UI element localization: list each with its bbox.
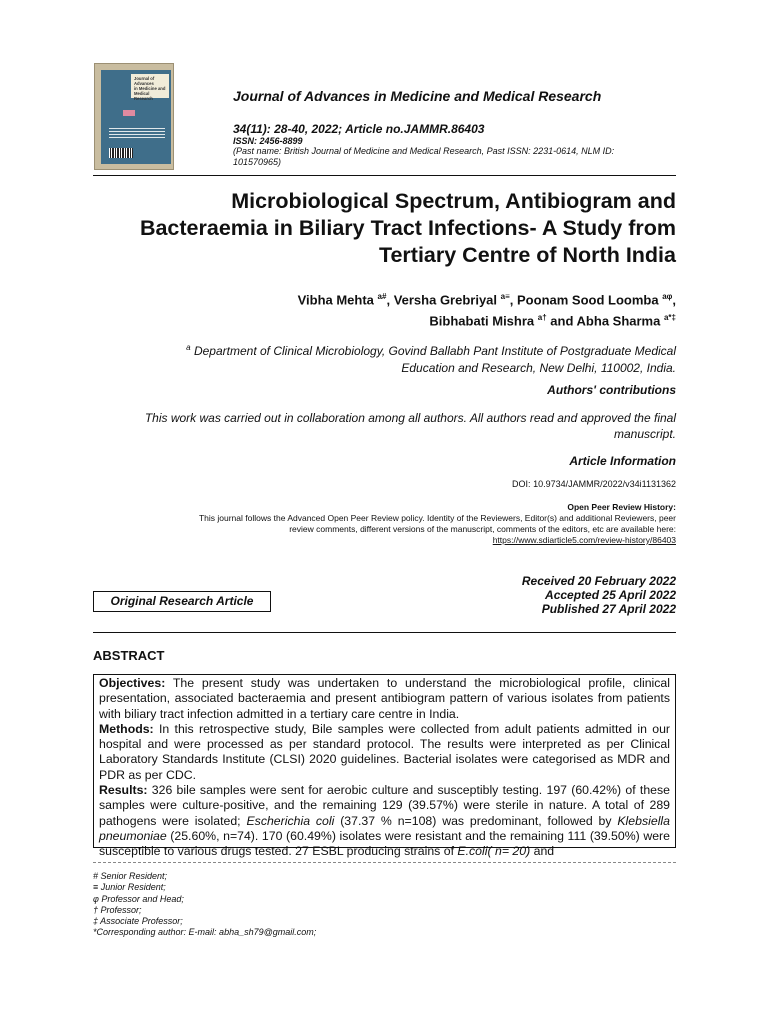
author-separator: ,	[509, 292, 518, 308]
objectives-text: The present study was undertaken to understand the microbiological profile, clinical presentation, associated bacteraemia and present antibiogram pattern of various isolates from patients with biliary tract infection admitted in a tertiary care centre in India.	[99, 676, 670, 721]
footnote: ≡ Junior Resident;	[93, 882, 166, 893]
author-separator: and	[546, 313, 577, 329]
results-label: Results:	[99, 783, 148, 798]
author-name: Vibha Mehta	[297, 292, 374, 308]
contributions-line: manuscript.	[613, 427, 676, 441]
article-type-badge: Original Research Article	[93, 591, 271, 612]
date-accepted: Accepted 25 April 2022	[545, 588, 676, 602]
author-marker: aφ	[662, 292, 673, 301]
journal-citation: 34(11): 28-40, 2022; Article no.JAMMR.86403	[233, 122, 485, 136]
author-name: Bibhabati Mishra	[429, 313, 535, 329]
affiliation-marker: a	[186, 343, 191, 352]
doi	[93, 479, 676, 489]
footnote: # Senior Resident;	[93, 871, 168, 881]
footnote-divider	[93, 862, 676, 863]
affiliation-line: Education and Research, New Delhi, 110002, India.	[401, 361, 676, 375]
author-list	[93, 288, 676, 331]
author-name: Versha Grebriyal	[393, 292, 498, 308]
results-species: Escherichia coli	[246, 813, 335, 828]
abstract-heading: ABSTRACT	[93, 648, 165, 663]
footnotes	[93, 871, 316, 939]
author-name: Abha Sharma	[576, 313, 661, 329]
doi-label: DOI:	[512, 479, 531, 489]
abstract-objectives	[99, 676, 670, 722]
header-divider	[93, 175, 676, 176]
results-species: E.coli( n= 20)	[457, 844, 531, 859]
doi-value: 10.9734/JAMMR/2022/v34i1131362	[533, 479, 676, 489]
objectives-label: Objectives:	[99, 676, 166, 690]
results-text: 326 bile samples were sent for aerobic culture and susceptibly testing. 197 (60.42%) of these samples were culture-positive, and the remaining 129 (39.57%) were sterile in nature. A total of 289 pathogens were isolated;	[99, 783, 670, 828]
author-marker: a*‡	[663, 313, 676, 323]
date-published: Published 27 April 2022	[541, 602, 676, 616]
journal-issn: ISSN: 2456-8899	[233, 136, 303, 146]
cover-title-line: Journal of Advances	[134, 76, 155, 86]
dates-divider	[93, 632, 676, 633]
footnote: *Corresponding author: E-mail: abha_sh79@gmail.com;	[93, 927, 317, 938]
abstract-box	[93, 674, 676, 859]
cover-title-line: Medical Research	[134, 91, 153, 101]
article-dates	[400, 574, 676, 616]
title-line: Tertiary Centre of North India	[378, 243, 676, 267]
results-species: Klebsiella pneumoniae	[99, 813, 670, 843]
affiliation	[93, 339, 676, 377]
author-marker: a#	[377, 292, 387, 301]
results-text: (37.37 % n=108) was predominant, followed by	[334, 813, 618, 828]
results-text: and	[530, 844, 555, 859]
methods-text: In this retrospective study, Bile samples were collected from adult patients admitted in our hospital and were processed as per standard protocol. The results were interpreted as per Clinical Laboratory Standards Institute (CLSI) 2020 guidelines. Bacterial isolates were categorised as MDR and PDR as per CDC.	[99, 721, 670, 782]
author-name: Poonam Sood Loomba	[517, 292, 659, 308]
cover-text-lines	[109, 128, 165, 138]
contributions-line: This work was carried out in collaboration among all authors. All authors read and approved the final	[144, 411, 676, 425]
contributions-text	[93, 410, 676, 442]
barcode-icon	[109, 148, 133, 158]
footnote: ‡ Associate Professor;	[93, 916, 183, 927]
affiliation-line: Department of Clinical Microbiology, Govind Ballabh Pant Institute of Postgraduate Medical	[193, 344, 676, 358]
peer-review-line: This journal follows the Advanced Open Peer Review policy. Identity of the Reviewers, Editor(s) and additional Reviewers, peer	[198, 513, 676, 523]
cover-artwork	[101, 70, 171, 164]
date-received: Received 20 February 2022	[521, 574, 676, 588]
peer-review-heading: Open Peer Review History:	[567, 502, 676, 512]
article-title	[93, 188, 676, 269]
cover-title-band	[131, 74, 169, 101]
author-marker: a†	[537, 313, 547, 323]
author-marker: a≡	[500, 292, 510, 301]
article-info-heading: Article Information	[569, 454, 676, 468]
author-separator: ,	[386, 292, 394, 308]
abstract-methods	[99, 722, 670, 783]
cover-accent	[123, 110, 135, 116]
peer-review-line: review comments, different versions of the manuscript, comments of the editors, etc are available here:	[289, 524, 676, 534]
journal-name: Journal of Advances in Medicine and Medical Research	[233, 88, 602, 104]
journal-cover-thumbnail	[94, 63, 174, 170]
contributions-heading: Authors' contributions	[547, 383, 676, 397]
methods-label: Methods:	[99, 721, 154, 736]
footnote: φ Professor and Head;	[93, 893, 184, 904]
title-line: Microbiological Spectrum, Antibiogram and	[231, 189, 676, 213]
peer-review-text	[90, 513, 676, 546]
peer-review-link[interactable]: https://www.sdiarticle5.com/review-history/86403	[492, 535, 676, 545]
author-separator: ,	[672, 292, 676, 308]
footnote: † Professor;	[93, 904, 142, 915]
results-text: (25.60%, n=74). 170 (60.49%) isolates were resistant and the remaining 111 (39.50%) were susceptible to various drugs tested. 27 ESBL producing strains of	[99, 828, 670, 859]
abstract-results	[99, 783, 670, 859]
journal-past-name: (Past name: British Journal of Medicine and Medical Research, Past ISSN: 2231-0614, NLM ID: 101570965)	[233, 146, 615, 167]
cover-title-line: in Medicine and	[134, 86, 166, 91]
title-line: Bacteraemia in Biliary Tract Infections- A Study from	[139, 216, 676, 240]
